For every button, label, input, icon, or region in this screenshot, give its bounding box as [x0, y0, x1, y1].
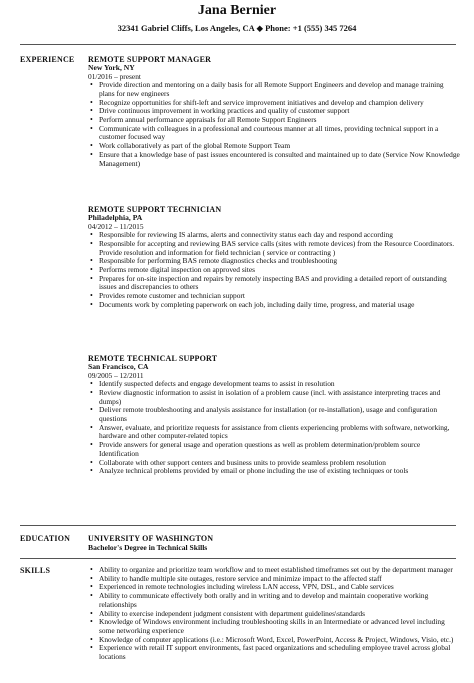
- bullet-item: • Responsible for accepting and reviewing BAS service calls (sites with remote devices) from the Resource Coordinators. Provide resolution and information for field technician ( service or contracting ): [99, 240, 460, 257]
- skill-item: • Experience with retail IT support environments, fast paced organizations and scheduling employee travel across global locations: [99, 644, 460, 661]
- job-bullets: [88, 231, 460, 309]
- bullet-item: • Provide answers for general usage and operation questions as well as problem determination/problem source Identification: [99, 441, 460, 458]
- bullet-item: • Recognize opportunities for shift-left and service improvement initiatives and develop and champion delivery: [99, 99, 460, 108]
- job-bullets: [88, 380, 460, 476]
- skill-item: • Ability to communicate effectively both orally and in writing and to develop and maintain cooperative working relationships: [99, 592, 460, 609]
- section-label-experience: EXPERIENCE: [20, 55, 75, 64]
- bullet-item: • Communicate with colleagues in a professional and courteous manner at all times, providing technical support in a customer focused way: [99, 125, 460, 142]
- skills-bullets: [88, 566, 460, 662]
- bullet-item: • Analyze technical problems provided by email or phone including the use of existing techniques or tools: [99, 467, 460, 476]
- job-title: REMOTE TECHNICAL SUPPORT: [88, 354, 218, 363]
- job-entry: [88, 55, 460, 168]
- education-entry: [88, 534, 460, 552]
- bullet-item: • Drive continuous improvement in working practices and quality of customer support: [99, 107, 460, 116]
- job-entry: [88, 205, 460, 310]
- job-entry: [88, 354, 460, 476]
- contact-line: 32341 Gabriel Cliffs, Los Angeles, CA ◆ Phone: +1 (555) 345 7264: [117, 23, 357, 33]
- bullet-item: • Documents work by completing paperwork on each job, including daily time, progress, and material usage: [99, 301, 460, 310]
- skill-item: • Knowledge of computer applications (i.e.: Microsoft Word, Excel, PowerPoint, Access & Project, Windows, Visio, etc.): [99, 636, 460, 645]
- bullet-item: • Identify suspected defects and engage development teams to assist in resolution: [99, 380, 460, 389]
- skill-item: • Ability to handle multiple site outages, restore service and minimize impact to the affected staff: [99, 575, 460, 584]
- bullet-item: • Provides remote customer and technician support: [99, 292, 460, 301]
- bullet-item: • Provide direction and mentoring on a daily basis for all Remote Support Engineers and develop and manage training plans for new engineers: [99, 81, 460, 98]
- job-location: San Francisco, CA: [88, 362, 149, 371]
- bullet-item: • Ensure that a knowledge base of past issues encountered is consulted and maintained up to date (Service Now Knowledge Management): [99, 151, 460, 168]
- job-title: REMOTE SUPPORT MANAGER: [88, 55, 212, 64]
- skill-item: • Ability to exercise independent judgment consistent with department guidelines\standards: [99, 610, 460, 619]
- bullet-item: • Deliver remote troubleshooting and analysis assistance for installation (or re-installation), usage and configuration questions: [99, 406, 460, 423]
- section-label-skills: SKILLS: [20, 566, 51, 575]
- bullet-item: • Responsible for reviewing IS alarms, alerts and connectivity status each day and respond according: [99, 231, 460, 240]
- job-title: REMOTE SUPPORT TECHNICIAN: [88, 205, 222, 214]
- bullet-item: • Responsible for performing BAS remote diagnostics checks and troubleshooting: [99, 257, 460, 266]
- bullet-item: • Collaborate with other support centers and business units to provide seamless problem resolution: [99, 459, 460, 468]
- skills-list: [88, 566, 460, 662]
- skill-item: • Experienced in remote technologies including wireless LAN access, VPN, DSL, and Cable services: [99, 583, 460, 592]
- bullet-item: • Performs remote digital inspection on approved sites: [99, 266, 460, 275]
- candidate-name: Jana Bernier: [197, 3, 277, 18]
- skill-item: • Ability to organize and prioritize team workflow and to meet established timeframes set out by the department manager: [99, 566, 460, 575]
- divider: [20, 44, 456, 45]
- bullet-item: • Prepares for on-site inspection and repairs by remotely inspecting BAS and providing a detailed report of outstanding issues and discrepancies to others: [99, 275, 460, 292]
- job-dates: 09/2005 – 12/2011: [88, 370, 144, 380]
- job-location: New York, NY: [88, 63, 135, 72]
- divider: [20, 525, 456, 526]
- job-dates: 04/2012 – 11/2015: [88, 221, 144, 231]
- degree: Bachelor's Degree in Technical Skills: [88, 543, 208, 552]
- bullet-item: • Review diagnostic information to assist in isolation of a problem cause (incl. with assistance interpreting traces and dumps): [99, 389, 460, 406]
- bullet-item: • Answer, evaluate, and prioritize requests for assistance from clients experiencing problems with software, networking, hardware and other computer-related topics: [99, 424, 460, 441]
- divider: [20, 558, 456, 559]
- job-dates: 01/2016 – present: [88, 71, 141, 81]
- section-label-education: EDUCATION: [20, 534, 71, 543]
- job-bullets: [88, 81, 460, 168]
- skill-item: • Knowledge of Windows environment including troubleshooting skills in an Intermediate or advanced level including some networking experience: [99, 618, 460, 635]
- bullet-item: • Work collaboratively as part of the global Remote Support Team: [99, 142, 460, 151]
- job-location: Philadelphia, PA: [88, 213, 143, 222]
- school-name: UNIVERSITY OF WASHINGTON: [88, 534, 214, 543]
- bullet-item: • Perform annual performance appraisals for all Remote Support Engineers: [99, 116, 460, 125]
